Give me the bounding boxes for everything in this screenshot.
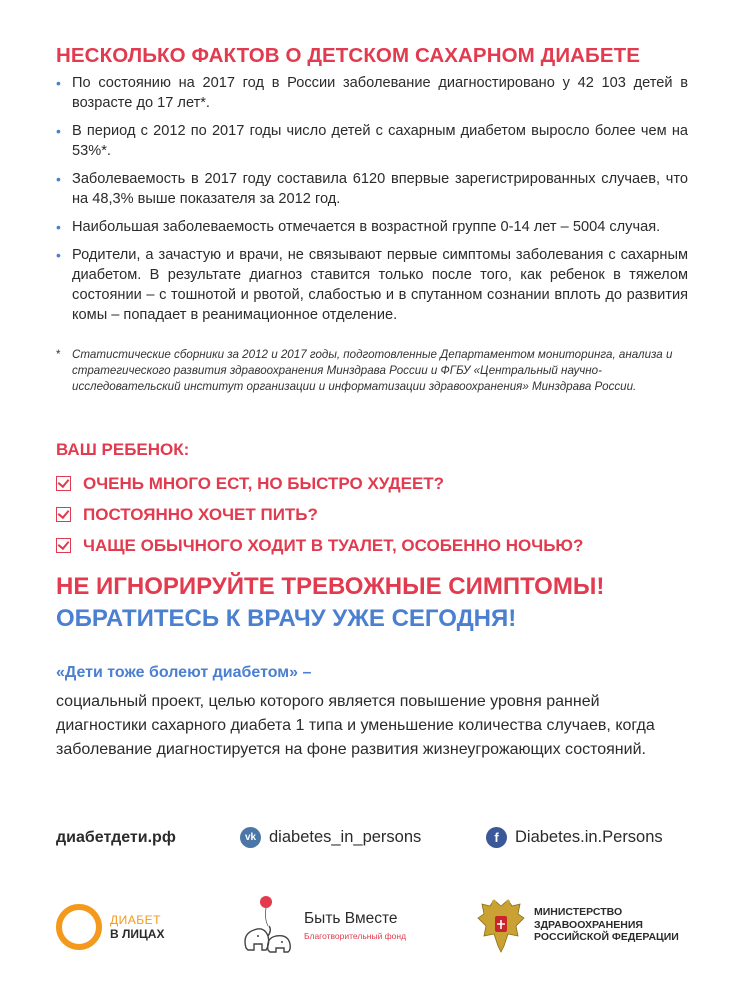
checkbox-icon (56, 476, 71, 491)
fact-item: • Наибольшая заболеваемость отмечается в возрастной группе 0-14 лет – 5004 случая. (56, 217, 688, 237)
links-row (56, 827, 688, 851)
project-name: «Дети тоже болеют диабетом» – (56, 664, 312, 681)
warning-line-1: НЕ ИГНОРИРУЙТЕ ТРЕВОЖНЫЕ СИМПТОМЫ! (56, 573, 605, 600)
facts-list (56, 73, 688, 333)
checkbox-icon (56, 507, 71, 522)
symptom-text: ПОСТОЯННО ХОЧЕТ ПИТЬ? (83, 504, 318, 524)
project-description: социальный проект, целью которого является повышение уровня ранней диагностики сахарного диабета 1 типа и уменьшение количества случаев, когда заболевание диагностируется на фоне развития жизнеугрожающих состояний. (56, 693, 655, 758)
logo-title: Быть Вместе (304, 909, 398, 927)
footnote-marker: * (56, 348, 61, 361)
symptom-item (56, 499, 583, 530)
symptom-item (56, 468, 583, 499)
facebook-link[interactable] (486, 827, 663, 848)
fact-item: • Родители, а зачастую и врачи, не связывают первые симптомы заболевания с сахарным диабетом. В результате диагноз ставится только после того, как ребенок в тяжелом состоянии – с тошнотой и рвотой, слабостью и в спутанном сознании вплоть до развития комы – попадает в реанимационное отделение. (56, 245, 688, 325)
facebook-label: Diabetes.in.Persons (515, 828, 663, 846)
elephants-balloon-icon (236, 892, 298, 958)
logo-subtitle: Благотворительный фонд (304, 930, 407, 941)
page-title: НЕСКОЛЬКО ФАКТОВ О ДЕТСКОМ САХАРНОМ ДИАБЕТЕ (56, 44, 641, 67)
ministry-logo (476, 896, 679, 954)
fact-item: • В период с 2012 по 2017 годы число детей с сахарным диабетом выросло более чем на 53%*. (56, 121, 688, 161)
symptom-text: ОЧЕНЬ МНОГО ЕСТ, НО БЫСТРО ХУДЕЕТ? (83, 473, 445, 493)
logo-text: ДИАБЕТ (110, 913, 161, 927)
vk-link[interactable] (240, 827, 421, 848)
partner-logos (0, 892, 734, 972)
fact-item: • По состоянию на 2017 год в России заболевание диагностировано у 42 103 детей в возрасте до 17 лет*. (56, 73, 688, 113)
orange-ring-icon (56, 904, 102, 950)
logo-text: В ЛИЦАХ (110, 927, 165, 941)
diabet-v-litsah-logo (56, 904, 164, 950)
vk-icon: vk (240, 827, 261, 848)
symptom-item (56, 530, 583, 561)
checkbox-icon (56, 538, 71, 553)
ministry-text: МИНИСТЕРСТВО (534, 906, 623, 919)
site-link[interactable]: диабетдети.рф (56, 829, 176, 846)
double-headed-eagle-icon (476, 896, 526, 954)
fact-item: • Заболеваемость в 2017 году составила 6120 впервые зарегистрированных случаев, что на 48,3% выше показателя за 2012 год. (56, 169, 688, 209)
vk-label: diabetes_in_persons (269, 828, 422, 846)
symptom-text: ЧАЩЕ ОБЫЧНОГО ХОДИТ В ТУАЛЕТ, ОСОБЕННО НОЧЬЮ? (83, 535, 584, 555)
footnote-text: Статистические сборники за 2012 и 2017 годы, подготовленные Департаментом мониторинга, анализа и стратегического развития здравоохранения Минздрава России и ФГБУ «Центральный научно-исследовательский институт организации и информатизации здравоохранения» Минздрава России. (72, 348, 673, 393)
warning-line-2: ОБРАТИТЕСЬ К ВРАЧУ УЖЕ СЕГОДНЯ! (56, 605, 517, 632)
symptoms-list (56, 468, 583, 561)
facebook-icon: f (486, 827, 507, 848)
child-heading: ВАШ РЕБЕНОК: (56, 440, 190, 459)
ministry-text: ЗДРАВООХРАНЕНИЯ (534, 918, 643, 931)
byt-vmeste-logo (236, 892, 406, 958)
ministry-text: РОССИЙСКОЙ ФЕДЕРАЦИИ (534, 931, 679, 944)
footnote (56, 347, 688, 395)
